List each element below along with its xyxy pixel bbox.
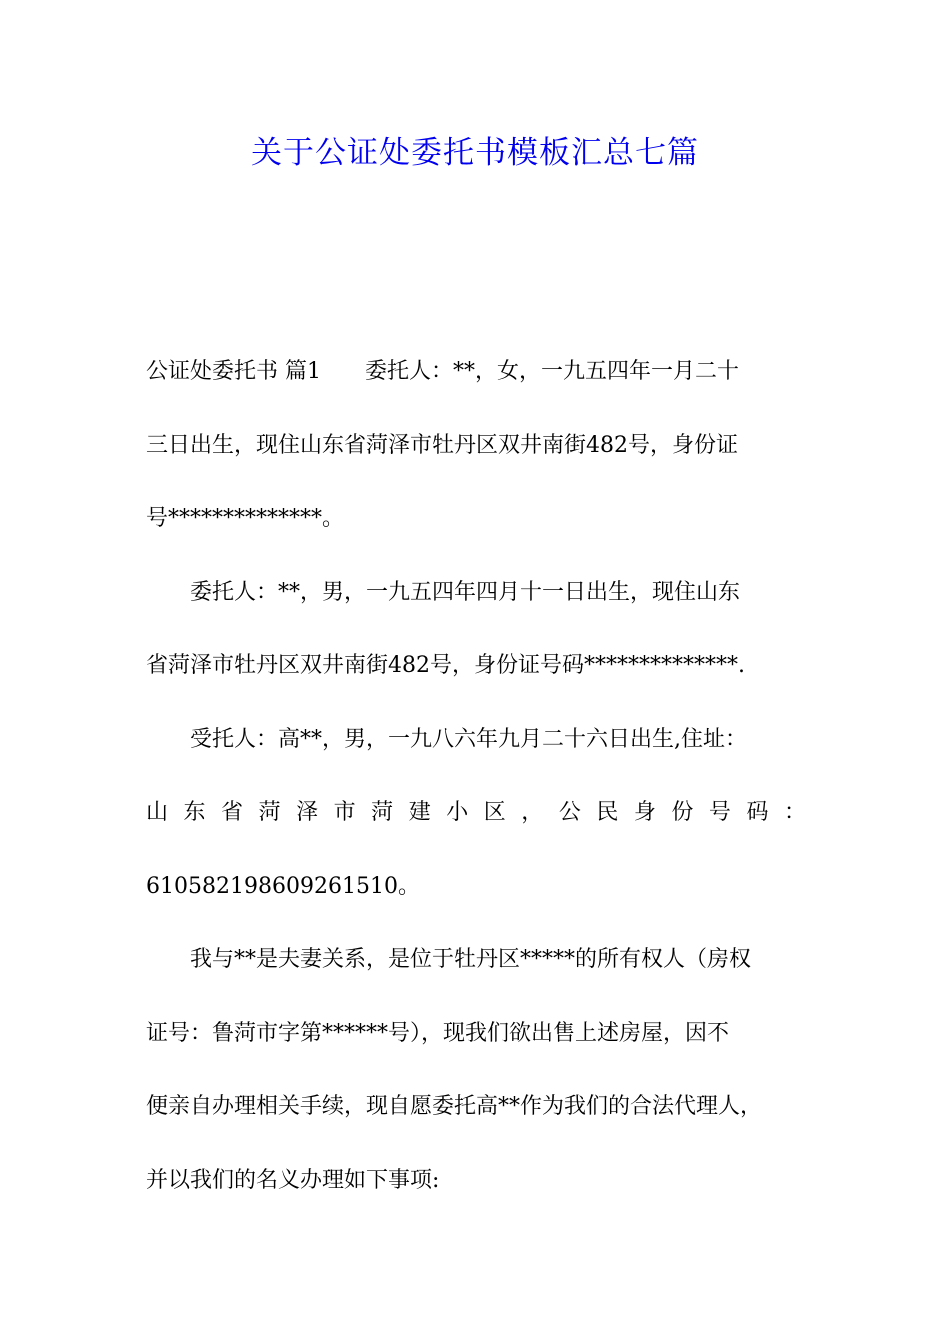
paragraph-line: 610582198609261510。 (146, 873, 420, 899)
paragraph-3 (146, 703, 806, 924)
paragraph-1 (146, 335, 806, 556)
paragraph-4 (146, 923, 806, 1217)
paragraph-line: 证号：鲁菏市字第******号），现我们欲出售上述房屋，因不 (146, 1020, 730, 1046)
document-body (146, 335, 806, 1217)
section-heading: 公证处委托书 篇1 (146, 359, 321, 384)
paragraph-line: 委托人：**，男，一九五四年四月十一日出生，现住山东 (190, 579, 741, 605)
paragraph-line: 我与**是夫妻关系，是位于牡丹区*****的所有权人（房权 (190, 947, 752, 972)
paragraph-line: 号**************。 (146, 506, 345, 531)
paragraph-line: 山东省菏泽市菏建小区，公民身份号码： (146, 800, 806, 825)
paragraph-2 (146, 556, 806, 703)
paragraph-line (146, 335, 806, 409)
paragraph-line: 三日出生，现住山东省菏泽市牡丹区双井南街482号，身份证 (146, 432, 738, 458)
document-title: 关于公证处委托书模板汇总七篇 (251, 135, 699, 171)
paragraph-line-text: 委托人：**，女，一九五四年一月二十 (365, 359, 740, 384)
paragraph-line: 便亲自办理相关手续，现自愿委托高**作为我们的合法代理人， (146, 1094, 763, 1119)
paragraph-line: 受托人：高**，男，一九八六年九月二十六日出生,住址： (190, 726, 747, 752)
paragraph-line: 并以我们的名义办理如下事项: (146, 1167, 440, 1193)
paragraph-line: 省菏泽市牡丹区双井南街482号，身份证号码**************. (146, 653, 745, 678)
